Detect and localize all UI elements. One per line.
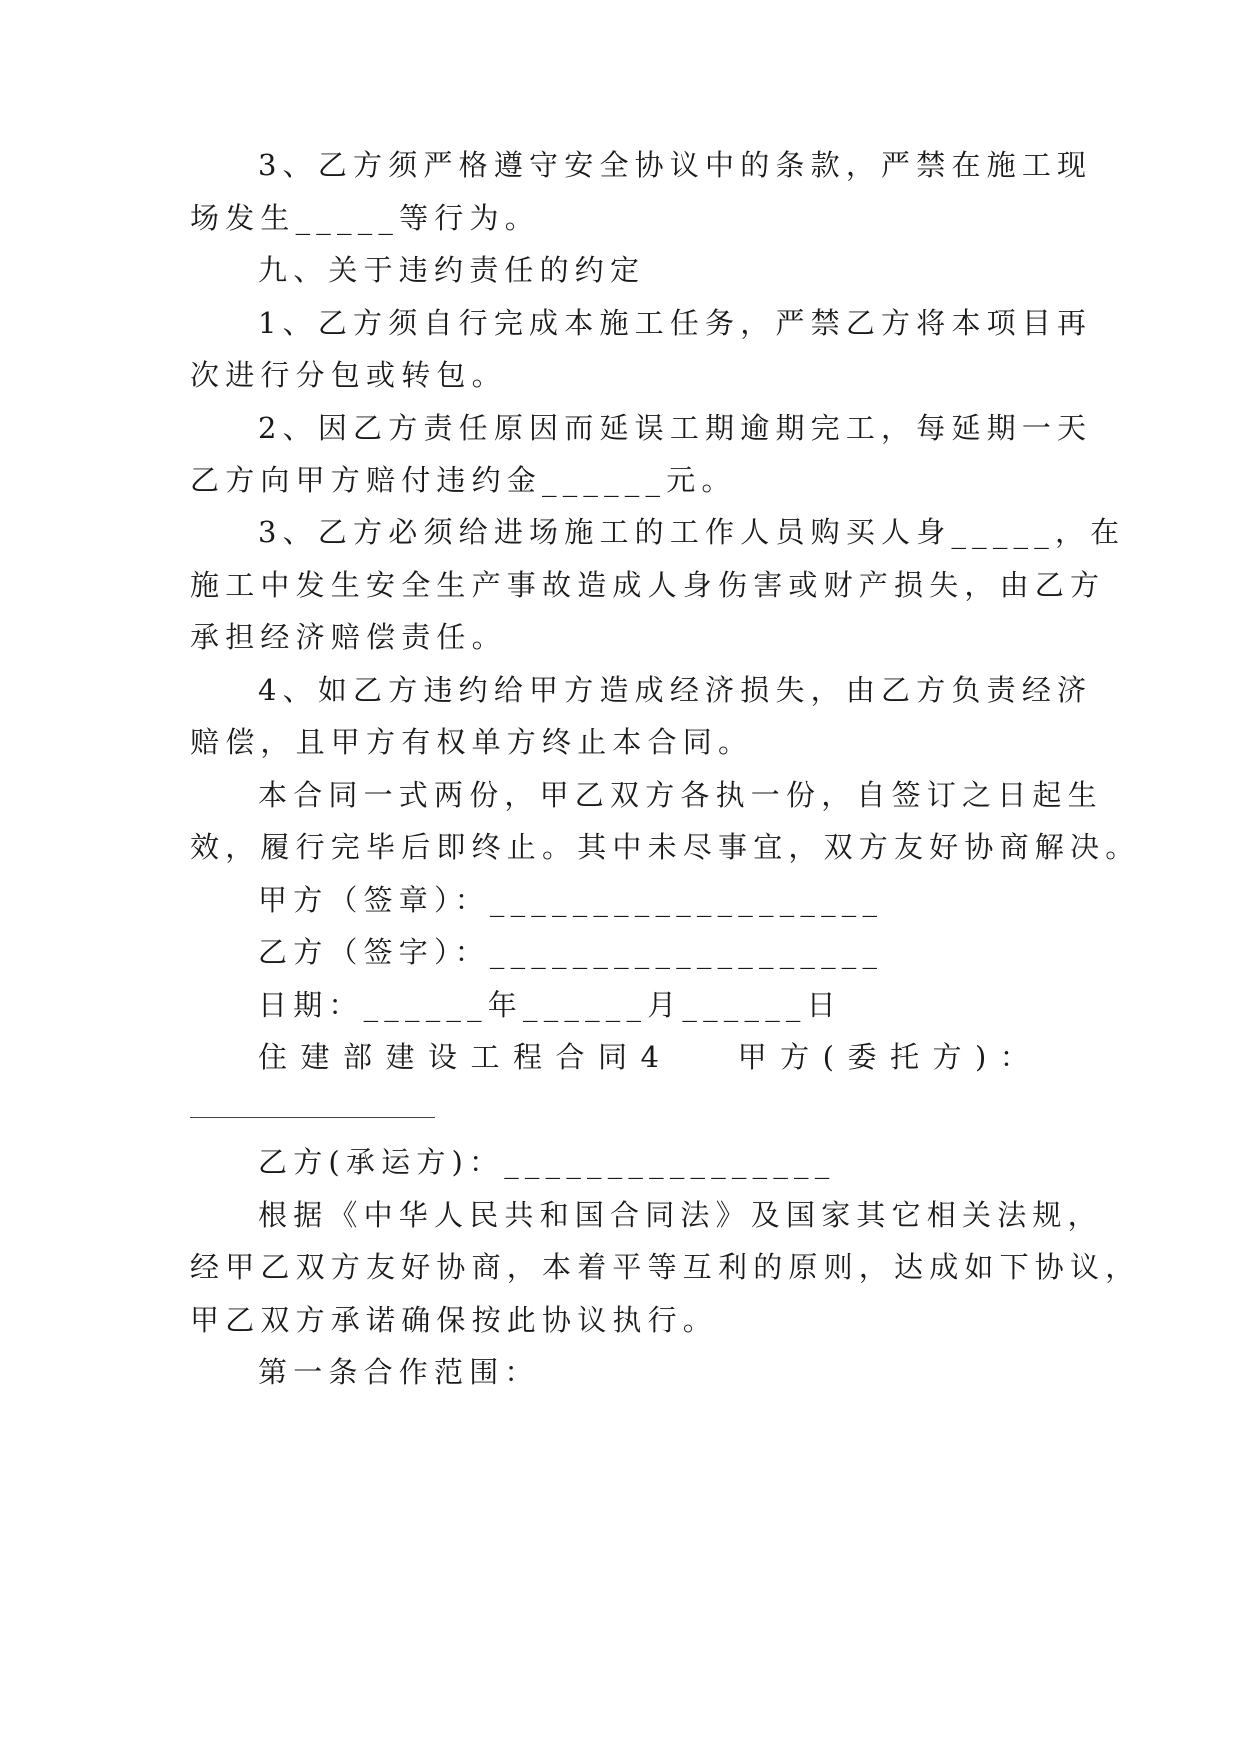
paragraph-line: 3、乙方必须给进场施工的工作人员购买人身_____，在 xyxy=(258,515,1126,549)
client-name-underline xyxy=(190,1117,435,1118)
paragraph-line: 本合同一式两份，甲乙双方各执一份，自签订之日起生 xyxy=(258,778,1103,812)
carrier-party-line: 乙方(承运方)：________________ xyxy=(258,1145,836,1179)
paragraph-line: 4、如乙方违约给甲方造成经济损失，由乙方负责经济 xyxy=(258,673,1093,707)
article-heading: 第一条合作范围： xyxy=(258,1355,540,1389)
paragraph-line: 赔偿，且甲方有权单方终止本合同。 xyxy=(190,725,754,759)
signature-line-party-a: 甲方（签章）：___________________ xyxy=(258,883,884,917)
contract-title-line: 住建部建设工程合同4 甲方(委托方)： xyxy=(258,1040,1043,1074)
section-heading: 九、关于违约责任的约定 xyxy=(258,253,646,287)
paragraph-line: 效，履行完毕后即终止。其中未尽事宜，双方友好协商解决。 xyxy=(190,830,1141,864)
paragraph-line: 3、乙方须严格遵守安全协议中的条款，严禁在施工现 xyxy=(258,148,1093,182)
date-line: 日期：______年______月______日 xyxy=(258,988,842,1022)
paragraph-line: 经甲乙双方友好协商，本着平等互利的原则，达成如下协议， xyxy=(190,1250,1141,1284)
signature-line-party-b: 乙方（签字）：___________________ xyxy=(258,935,884,969)
paragraph-line: 2、因乙方责任原因而延误工期逾期完工，每延期一天 xyxy=(258,411,1093,445)
paragraph-line: 场发生_____等行为。 xyxy=(190,201,540,235)
paragraph-line: 次进行分包或转包。 xyxy=(190,358,507,392)
paragraph-line: 乙方向甲方赔付违约金______元。 xyxy=(190,463,737,497)
paragraph-line: 根据《中华人民共和国合同法》及国家其它相关法规， xyxy=(258,1198,1103,1232)
paragraph-line: 甲乙双方承诺确保按此协议执行。 xyxy=(190,1303,719,1337)
paragraph-line: 1、乙方须自行完成本施工任务，严禁乙方将本项目再 xyxy=(258,306,1093,340)
paragraph-line: 施工中发生安全生产事故造成人身伤害或财产损失，由乙方 xyxy=(190,568,1106,602)
paragraph-line: 承担经济赔偿责任。 xyxy=(190,620,507,654)
